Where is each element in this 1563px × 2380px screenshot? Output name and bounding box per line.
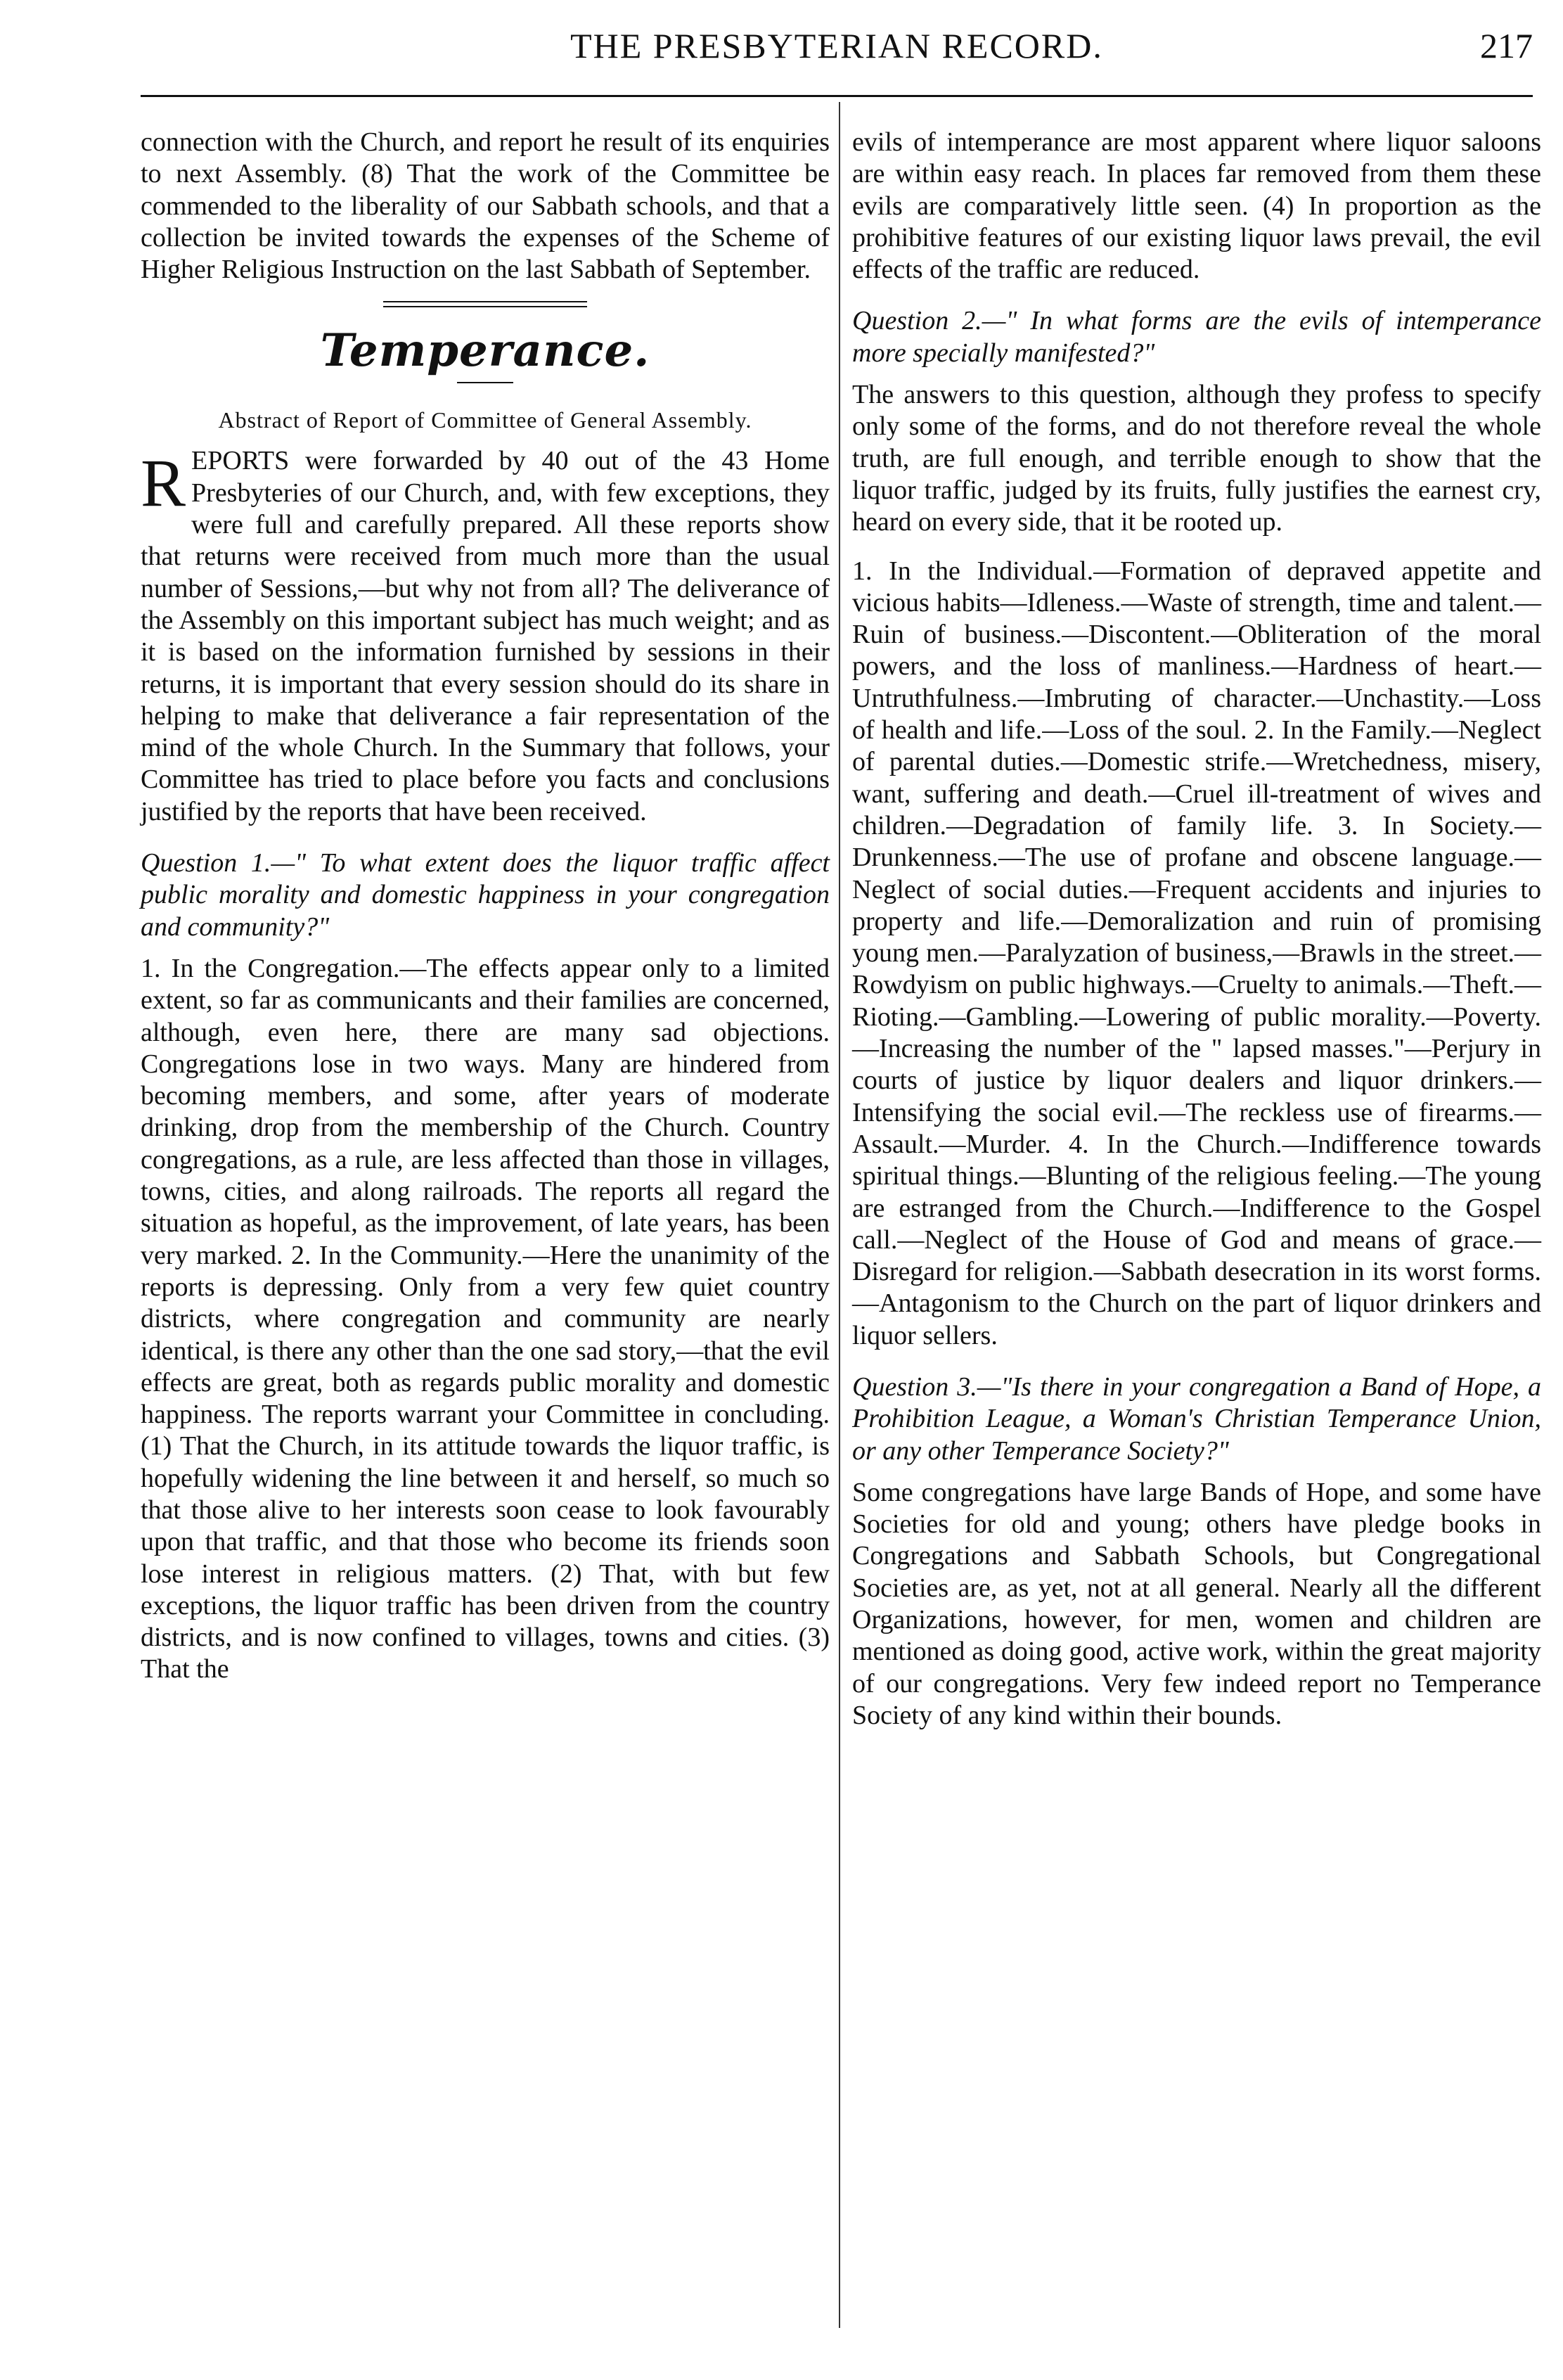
column-divider [839,102,840,2328]
reports-paragraph [141,445,830,828]
journal-title: THE PRESBYTERIAN RECORD. [570,26,1103,65]
page-number: 217 [1480,26,1533,65]
double-rule [383,301,587,307]
right-column [852,127,1541,1732]
answer-3-paragraph: Some congregations have large Bands of Hope, and some have Societies for old and young; others have pledge books in Congregations and Sabbath Schools, but Congregational Societies are, as yet, not at all general. Nearly all the different Organizations, however, for men, women and children are mentioned as doing good, active work, within the great majority of our congregations. Very few indeed report no Temperance Society of any kind within their bounds. [852,1477,1541,1730]
section-title: Temperance. [320,324,650,378]
abstract-heading: Abstract of Report of Committee of General Assembly. [218,407,752,433]
question-3: Question 3.—"Is there in your congregation a Band of Hope, a Prohibition League, a Woman's Christian Temperance Union, or any other Temperance Society?" [852,1371,1541,1466]
answer-2-paragraph: The answers to this question, although they profess to specify only some of the forms, and do not therefore reveal the whole truth, are full enough, and terrible enough to show that the liquor traffic, judged by its fruits, fully justifies the earnest cry, heard on every side, that it be rooted up. [852,380,1541,537]
short-rule [457,382,513,383]
reports-text: EPORTS were forwarded by 40 out of the 43 Home Presbyteries of our Church, and, with few exceptions, they were full and carefully prepared. All these reports show that returns were received from much more than the usual number of Sessions,—but why not from all? The deliverance of the Assembly on this important subject has much weight; and as it is based on the information furnished by sessions in their returns, it is important that every session should do its share in helping to make that deliverance a fair representation of the mind of the whole Church. In the Summary that follows, your Committee has tried to place before you facts and conclusions justified by the reports that have been received. [141,446,830,826]
continuation-paragraph: evils of intemperance are most apparent where liquor saloons are within easy reach. In places far removed from them these evils are comparatively little seen. (4) In proportion as the prohibitive features of our existing liquor laws prevail, the evil effects of the traffic are reduced. [852,127,1541,285]
left-column [141,127,830,1686]
header-rule [141,95,1533,97]
answer-1-paragraph: 1. In the Congregation.—The effects appear only to a limited extent, so far as communicants and their families are concerned, although, even here, there are many sad objections. Congregations lose in two ways. Many are hindered from becoming members, and some, after years of moderate drinking, drop from the membership of the Church. Country congregations, as a rule, are less affected than those in villages, towns, cities, and along railroads. The reports all regard the situation as hopeful, as the improvement, of late years, has been very marked. 2. In the Community.—Here the unanimity of the reports is depressing. Only from a very few quiet country districts, where congregation and community are nearly identical, is there any other than the one sad story,—that the evil effects are great, both as regards public morality and domestic happiness. The reports warrant your Committee in concluding. (1) That the Church, in its attitude towards the liquor traffic, is hopefully widening the line between it and herself, so much so that those alive to her interests soon cease to look favourably upon that traffic, and that those who become its friends soon lose interest in religious matters. (2) That, with but few exceptions, the liquor traffic has been driven from the country districts, and is now confined to villages, towns and cities. (3) That the [141,953,830,1684]
intro-paragraph: connection with the Church, and report he result of its enquiries to next Assembly. (8) That the work of the Committee be commended to the liberality of our Sabbath schools, and that a collection be invited towards the expenses of the Scheme of Higher Religious Instruction on the last Sabbath of September. [141,127,830,285]
question-1: Question 1.—" To what extent does the liquor traffic affect public morality and domestic happiness in your congregation and community?" [141,848,830,942]
page-header [141,25,1533,68]
evils-list-paragraph: 1. In the Individual.—Formation of depraved appetite and vicious habits—Idleness.—Waste of strength, time and talent.—Ruin of business.—Discontent.—Obliteration of the moral powers, and the loss of manliness.—Hardness of heart.—Untruthfulness.—Imbruting of character.—Unchastity.—Loss of health and life.—Loss of the soul. 2. In the Family.—Neglect of parental duties.—Domestic strife.—Wretchedness, misery, want, suffering and death.—Cruel ill-treatment of wives and children.—Degradation of family life. 3. In Society.—Drunkenness.—The use of profane and obscene language.—Neglect of social duties.—Frequent accidents and injuries to property and life.—Demoralization and ruin of promising young men.—Paralyzation of business,—Brawls in the street.—Rowdyism on public highways.—Cruelty to animals.—Theft.—Rioting.—Gambling.—Lowering of public morality.—Poverty.—Increasing the number of the " lapsed masses."—Perjury in courts of justice by liquor dealers and liquor drinkers.—Intensifying the social evil.—The reckless use of firearms.—Assault.—Murder. 4. In the Church.—Indifference towards spiritual things.—Blunting of the religious feeling.—The young are estranged from the Church.—Indifference to the Gospel call.—Neglect of the House of God and means of grace.—Disregard for religion.—Sabbath desecration in its worst forms.—Antagonism to the Church on the part of liquor drinkers and liquor sellers. [852,556,1541,1350]
question-2: Question 2.—" In what forms are the evils of intemperance more specially manifested?" [852,306,1541,368]
drop-cap: R [141,445,186,521]
